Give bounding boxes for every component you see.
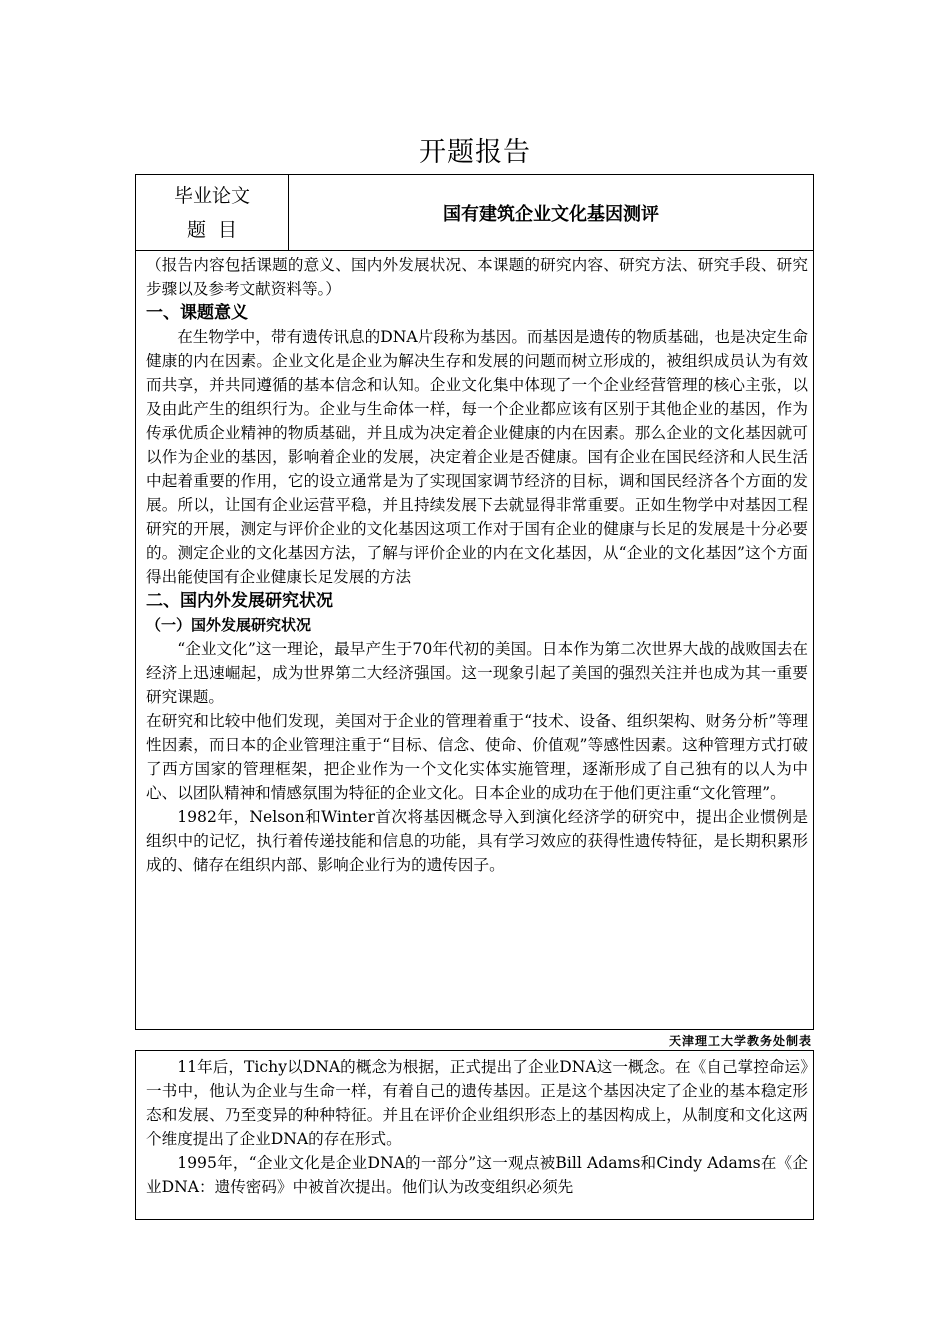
footer-note: 天津理工大学教务处制表 <box>668 1034 812 1048</box>
thesis-title-label-line2: 题 目 <box>186 218 238 241</box>
page2-paragraph-1: 11年后，Tichy以DNA的概念为根据，正式提出了企业DNA这一概念。在《自己掌控命运》一书中，他认为企业与生命一样，有着自己的遗传基因。正是这个基因决定了企业的基本稳定形态和发展、乃至变异的种种特征。并且在评价企业组织形态上的基因构成上，从制度和文化这两个维度提出了企业DNA的存在形式。 <box>146 1058 808 1148</box>
section2-paragraph-2: 在研究和比较中他们发现，美国对于企业的管理着重于“技术、设备、组织架构、财务分析”等理性因素，而日本的企业管理注重于“目标、信念、使命、价值观”等感性因素。这种管理方式打破了西方国家的管理框架，把企业作为一个文化实体实施管理，逐渐形成了自己独有的以人为中心、以团队精神和情感氛围为特征的企业文化。日本企业的成功在于他们更注重“文化管理”。 <box>146 712 808 802</box>
thesis-title-row <box>136 175 813 251</box>
intro-note: （报告内容包括课题的意义、国内外发展状况、本课题的研究内容、研究方法、研究手段、研究步骤以及参考文献资料等。） <box>146 256 808 298</box>
thesis-title-label-line1: 毕业论文 <box>173 184 250 207</box>
section2-heading: 二、国内外发展研究状况 <box>146 591 333 611</box>
page-title: 开题报告 <box>419 137 531 168</box>
page2-paragraph-2: 1995年，“企业文化是企业DNA的一部分”这一观点被Bill Adams和Cindy Adams在《企业DNA：遗传密码》中被首次提出。他们认为改变组织必须先 <box>146 1154 808 1196</box>
section1-paragraph: 在生物学中，带有遗传讯息的DNA片段称为基因。而基因是遗传的物质基础，也是决定生命健康的内在因素。企业文化是企业为解决生存和发展的问题而树立形成的，被组织成员认为有效而共享，并共同遵循的基本信念和认知。企业文化集中体现了一个企业经营管理的核心主张，以及由此产生的组织行为。企业与生命体一样，每一个企业都应该有区别于其他企业的基因，作为传承优质企业精神的物质基础，并且成为决定着企业健康的内在因素。那么企业的文化基因就可以作为企业的基因，影响着企业的发展，决定着企业是否健康。国有企业在国民经济和人民生活中起着重要的作用，它的设立通常是为了实现国家调节经济的目标，调和国民经济各个方面的发展。所以，让国有企业运营平稳，并且持续发展下去就显得非常重要。正如生物学中对基因工程研究的开展，测定与评价企业的文化基因这项工作对于国有企业的健康与长足的发展是十分必要的。测定企业的文化基因方法，了解与评价企业的内在文化基因，从“企业的文化基因”这个方面得出能使国有企业健康长足发展的方法 <box>146 328 808 586</box>
report-table-continued <box>135 1050 814 1220</box>
section2-paragraph-3: 1982年，Nelson和Winter首次将基因概念导入到演化经济学的研究中，提出企业惯例是组织中的记忆，执行着传递技能和信息的功能，具有学习效应的获得性遗传特征，是长期积累形成的、储存在组织内部、影响企业行为的遗传因子。 <box>146 808 808 874</box>
report-content <box>146 253 808 877</box>
section2-paragraph-1: “企业文化”这一理论，最早产生于70年代初的美国。日本作为第二次世界大战的战败国去在经济上迅速崛起，成为世界第二大经济强国。这一现象引起了美国的强烈关注并也成为其一重要研究课题。 <box>146 640 808 706</box>
thesis-title-label <box>136 175 289 250</box>
thesis-title-value: 国有建筑企业文化基因测评 <box>443 203 659 225</box>
report-content-continued <box>146 1055 808 1199</box>
section1-heading: 一、课题意义 <box>146 303 248 323</box>
section2-subheading: （一）国外发展研究状况 <box>146 616 312 634</box>
report-table <box>135 174 814 1030</box>
